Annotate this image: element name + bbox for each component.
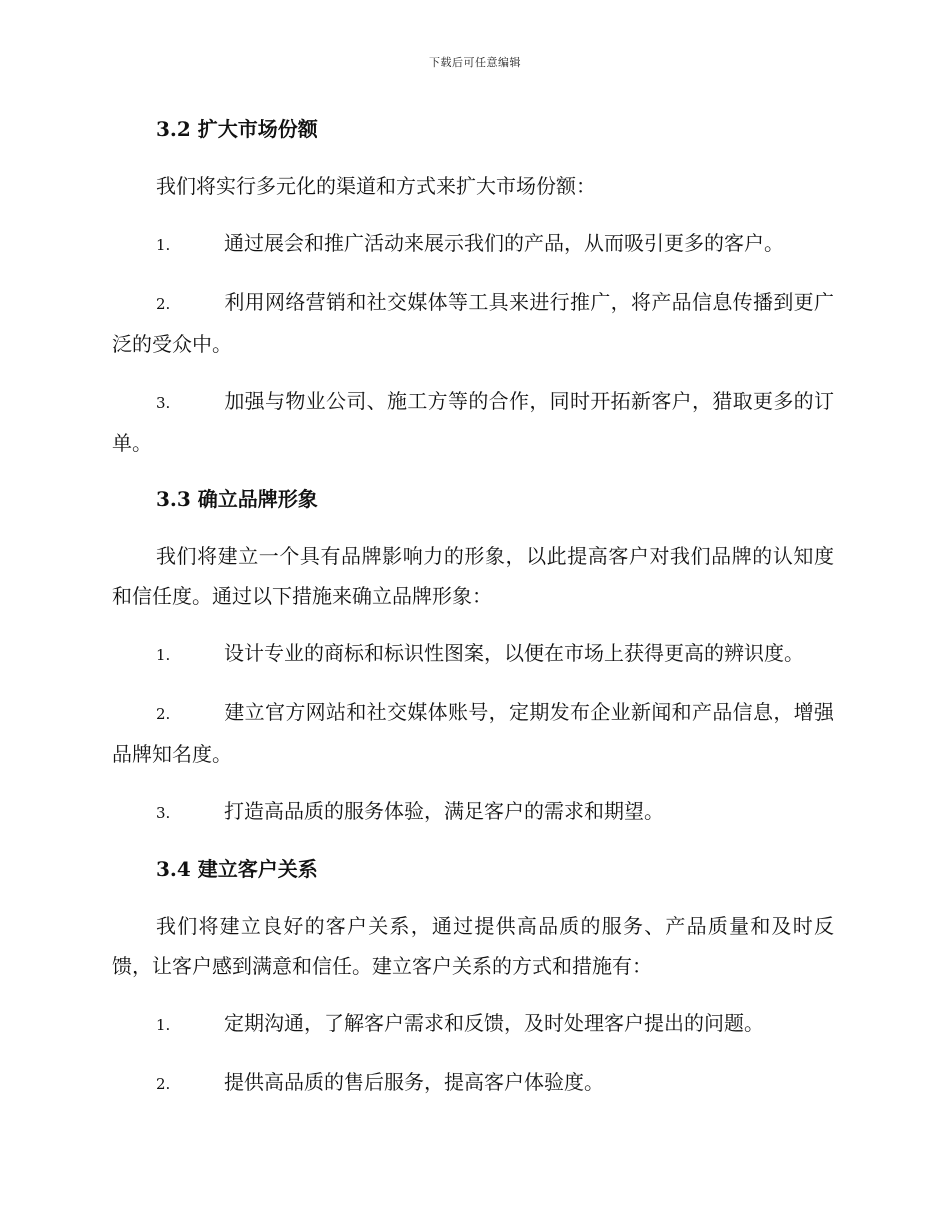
section-3-4 <box>112 850 834 1104</box>
list-text: 打造高品质的服务体验，满足客户的需求和期望。 <box>224 799 664 823</box>
section-heading: 3.3 确立品牌形象 <box>156 487 318 511</box>
list-number: 3. <box>156 394 171 412</box>
list-item <box>112 1003 834 1045</box>
list-number: 2. <box>156 1075 171 1093</box>
section-intro: 我们将建立一个具有品牌影响力的形象，以此提高客户对我们品牌的认知度和信任度。通过以下措施来确立品牌形象： <box>112 544 834 608</box>
list-text: 定期沟通，了解客户需求和反馈，及时处理客户提出的问题。 <box>224 1011 764 1035</box>
list-number: 1. <box>156 646 171 664</box>
list-text: 通过展会和推广活动来展示我们的产品，从而吸引更多的客户。 <box>224 231 784 255</box>
list-item <box>112 791 834 833</box>
list-item <box>112 633 834 675</box>
list-number: 3. <box>156 804 171 822</box>
list-number: 1. <box>156 236 171 254</box>
section-3-2 <box>112 110 834 463</box>
list-text: 利用网络营销和社交媒体等工具来进行推广，将产品信息传播到更广泛的受众中。 <box>112 290 834 356</box>
list-text: 设计专业的商标和标识性图案，以便在市场上获得更高的辨识度。 <box>224 641 804 665</box>
document-body <box>112 110 834 1121</box>
list-number: 1. <box>156 1016 171 1034</box>
section-intro: 我们将实行多元化的渠道和方式来扩大市场份额： <box>156 174 596 198</box>
list-item <box>112 1062 834 1104</box>
section-3-3 <box>112 480 834 833</box>
section-intro: 我们将建立良好的客户关系，通过提供高品质的服务、产品质量和及时反馈，让客户感到满意和信任。建立客户关系的方式和措施有： <box>112 914 834 978</box>
list-text: 提供高品质的售后服务，提高客户体验度。 <box>224 1070 604 1094</box>
list-text: 加强与物业公司、施工方等的合作，同时开拓新客户，猎取更多的订单。 <box>112 389 834 455</box>
list-item <box>112 381 834 463</box>
list-item <box>112 692 834 774</box>
list-text: 建立官方网站和社交媒体账号，定期发布企业新闻和产品信息，增强品牌知名度。 <box>112 700 834 766</box>
section-heading: 3.4 建立客户关系 <box>156 857 318 881</box>
list-item <box>112 282 834 364</box>
section-heading: 3.2 扩大市场份额 <box>156 117 318 141</box>
list-item <box>112 223 834 265</box>
page-header: 下载后可任意编辑 <box>429 56 521 69</box>
list-number: 2. <box>156 705 171 723</box>
list-number: 2. <box>156 295 171 313</box>
